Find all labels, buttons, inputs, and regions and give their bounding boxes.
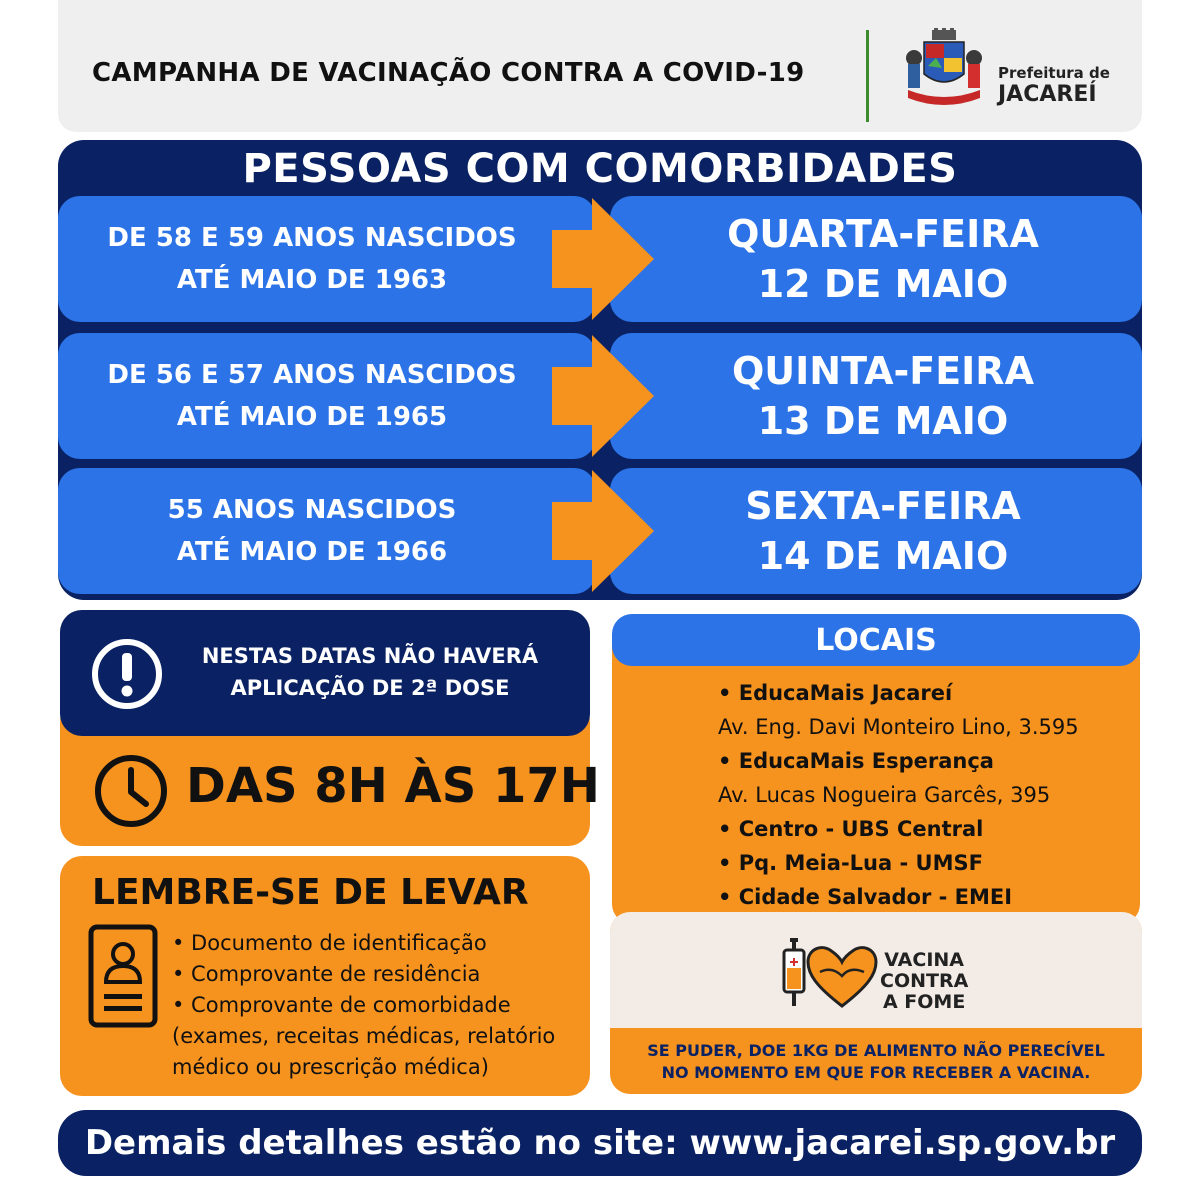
label-line: CONTRA [880,970,969,992]
schedule-day-card [610,333,1142,459]
list-item: (exames, receitas médicas, relatório [172,1024,556,1048]
id-document-icon [88,924,158,1028]
location-name: • Cidade Salvador - EMEI [718,885,1013,909]
vaccination-hours: DAS 8H ÀS 17H [186,758,600,814]
age-group-card [58,333,596,459]
locations-list [718,676,1128,914]
age-group-line: 55 ANOS NASCIDOS [167,495,457,525]
age-group-card [58,196,596,322]
date: 13 DE MAIO [757,399,1009,443]
label-line: A FOME [882,991,966,1013]
footer-website-banner[interactable]: Demais detalhes estão no site: www.jacarei.sp.gov.br [58,1110,1142,1176]
campaign-title: CAMPANHA DE VACINAÇÃO CONTRA A COVID-19 [92,58,805,88]
age-group-line: DE 56 E 57 ANOS NASCIDOS [107,360,517,390]
header-divider [866,30,869,122]
arrow-right-icon [548,466,658,596]
date: 14 DE MAIO [757,534,1009,578]
age-group-card [58,468,596,594]
list-item: • Comprovante de residência [172,962,481,986]
location-name: • Pq. Meia-Lua - UMSF [718,851,983,875]
prefeitura-label: Prefeitura de [998,64,1110,82]
weekday: QUARTA-FEIRA [727,212,1039,256]
age-group-line: DE 58 E 59 ANOS NASCIDOS [107,223,517,253]
arrow-right-icon [548,194,658,324]
location-address: Av. Lucas Nogueira Garcês, 395 [718,783,1051,807]
reminder-list [172,928,582,1083]
schedule-day-card [610,468,1142,594]
syringe-heart-icon [776,936,886,1010]
weekday: QUINTA-FEIRA [732,349,1034,393]
schedule-day-card [610,196,1142,322]
locations-title: LOCAIS [612,614,1140,666]
note-line: SE PUDER, DOE 1KG DE ALIMENTO NÃO PERECÍVEL [647,1041,1105,1060]
reminder-title: LEMBRE-SE DE LEVAR [92,872,529,913]
label-line: VACINA [884,949,965,971]
clock-icon [92,752,170,830]
list-item: • Documento de identificação [172,931,487,955]
birth-limit-line: ATÉ MAIO DE 1966 [176,537,448,567]
list-item: médico ou prescrição médica) [172,1055,489,1079]
birth-limit-line: ATÉ MAIO DE 1965 [176,402,448,432]
arrow-right-icon [548,331,658,461]
birth-limit-line: ATÉ MAIO DE 1963 [176,265,448,295]
no-second-dose-notice [170,640,570,704]
date: 12 DE MAIO [757,262,1009,306]
location-name: • Centro - UBS Central [718,817,984,841]
food-campaign-label [880,950,968,1013]
donation-note [610,1040,1142,1084]
notice-line: NESTAS DATAS NÃO HAVERÁ [201,644,539,668]
location-address: Av. Eng. Davi Monteiro Lino, 3.595 [718,715,1079,739]
notice-line: APLICAÇÃO DE 2ª DOSE [230,676,510,700]
panel-title: PESSOAS COM COMORBIDADES [242,146,958,192]
list-item: • Comprovante de comorbidade [172,993,511,1017]
location-name: • EducaMais Esperança [718,749,994,773]
weekday: SEXTA-FEIRA [745,484,1021,528]
city-name: JACAREÍ [998,82,1097,107]
city-crest-icon [902,28,986,108]
exclamation-icon [90,637,164,711]
location-name: • EducaMais Jacareí [718,681,953,705]
note-line: NO MOMENTO EM QUE FOR RECEBER A VACINA. [661,1063,1091,1082]
